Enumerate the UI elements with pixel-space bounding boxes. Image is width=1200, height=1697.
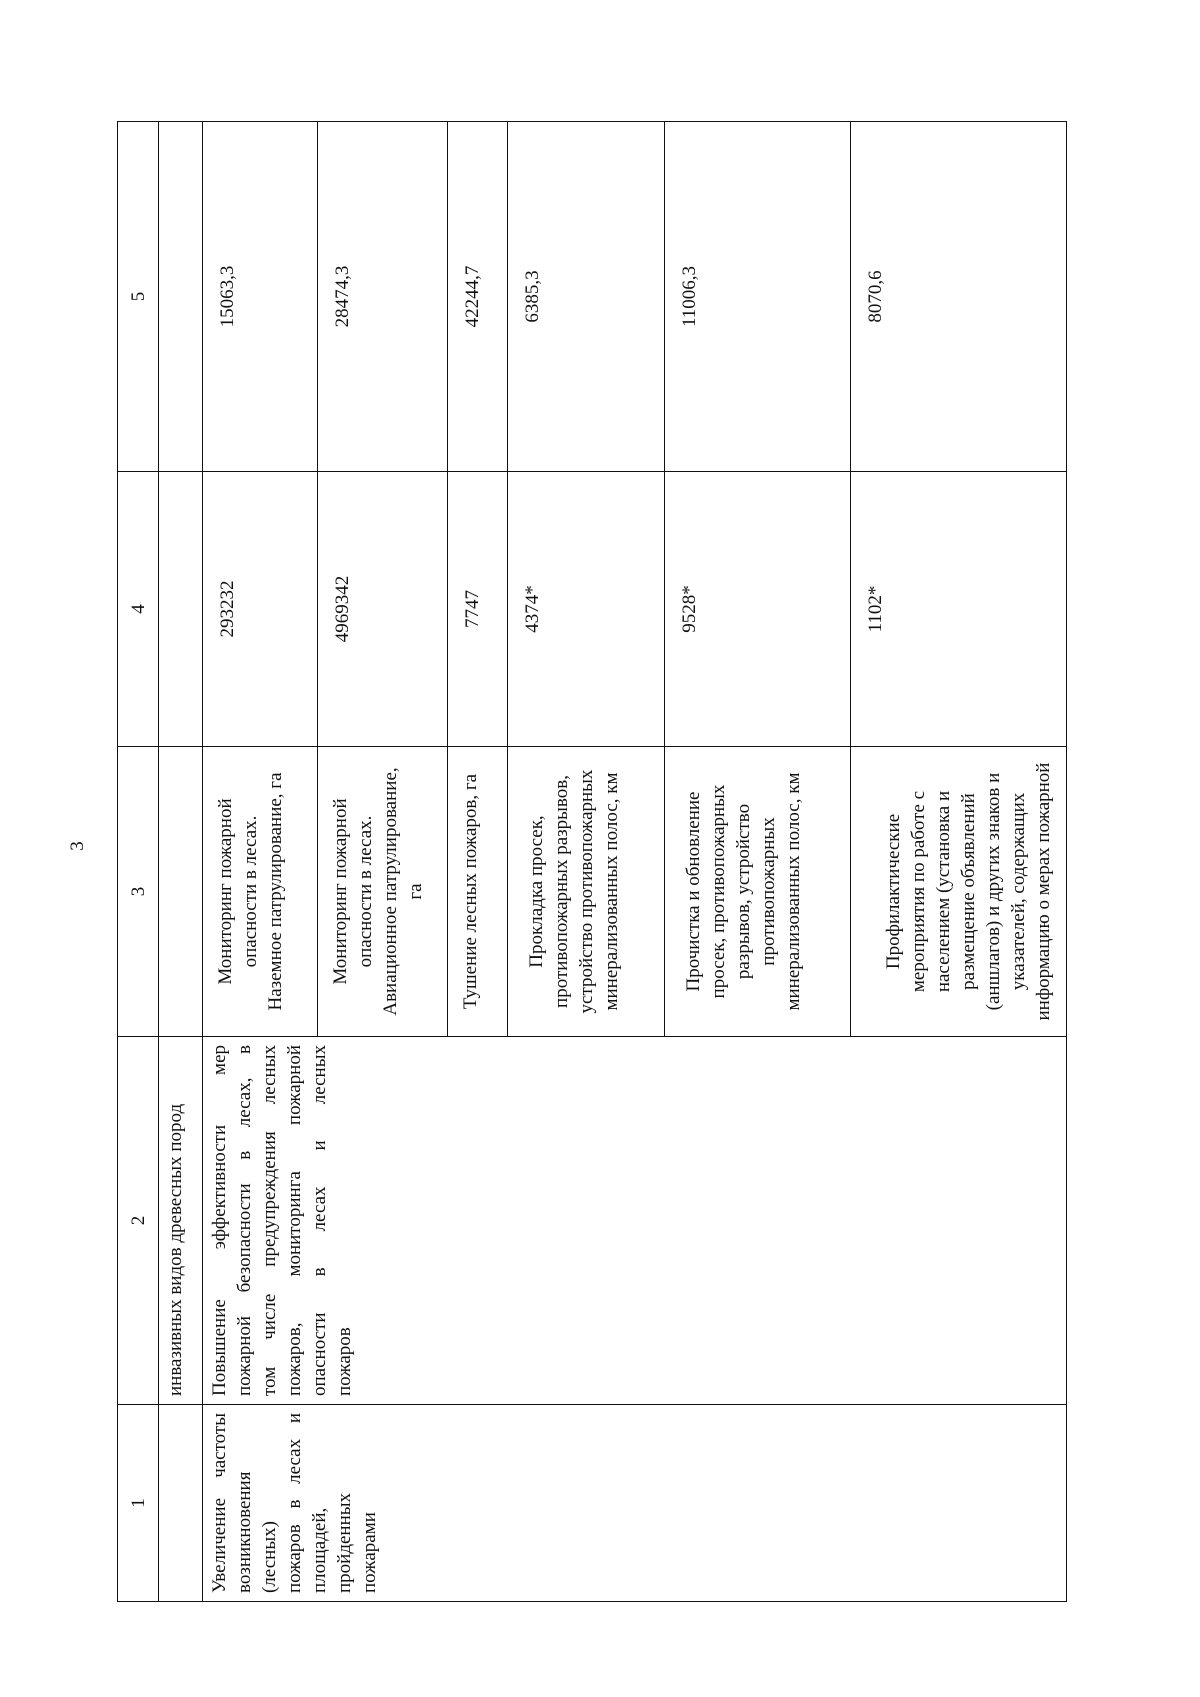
rotated-table-wrapper <box>117 122 1083 1602</box>
activity-line: опасности в лесах. <box>355 815 376 968</box>
header-col-1: 1 <box>118 1405 159 1602</box>
measure-line: пожарной безопасности в лесах, в <box>234 1045 255 1396</box>
problem-line: возникновения (лесных) <box>234 1471 280 1593</box>
activity-cell <box>508 747 665 1037</box>
data-table <box>117 121 1067 1602</box>
problem-line: пройденных пожарами <box>334 1492 380 1593</box>
activity-line: Профилактические <box>883 813 904 970</box>
section-measure-cell <box>203 1037 1067 1405</box>
activity-line: минерализованных полос, км <box>783 772 804 1011</box>
activity-line: мероприятия по работе с <box>908 790 929 993</box>
activity-line: разрывов, устройство <box>733 803 754 980</box>
header-col-4: 4 <box>118 472 159 747</box>
volume-cell: 9528* <box>665 472 851 747</box>
activity-cell <box>851 747 1067 1037</box>
volume-cell: 293232 <box>203 472 318 747</box>
problem-line: пожаров в лесах и площадей, <box>284 1413 330 1593</box>
activity-line: указателей, содержащих <box>1008 792 1029 991</box>
continuation-col-5 <box>159 122 203 472</box>
measure-line: том числе предупреждения лесных <box>259 1045 280 1396</box>
activity-line: Наземное патрулирование, га <box>265 772 286 1011</box>
measure-line: опасности в лесах и лесных <box>309 1045 330 1396</box>
volume-cell: 7747 <box>448 472 508 747</box>
cost-cell: 8070,6 <box>851 122 1067 472</box>
volume-cell: 4969342 <box>318 472 448 747</box>
activity-line: Мониторинг пожарной <box>215 798 236 985</box>
continuation-col-3 <box>159 747 203 1037</box>
activity-line: Авиационное патрулирование, <box>380 767 401 1016</box>
activity-line: размещение объявлений <box>958 793 979 990</box>
activity-cell <box>448 747 508 1037</box>
cost-cell: 28474,3 <box>318 122 448 472</box>
activity-line: информацию о мерах пожарной <box>1033 762 1054 1021</box>
activity-line: Мониторинг пожарной <box>330 798 351 985</box>
measure-line: Повышение эффективности мер <box>209 1045 230 1396</box>
activity-line: противопожарных разрывов, <box>551 775 572 1008</box>
measure-line: пожаров, мониторинга пожарной <box>284 1045 305 1396</box>
activity-line: просек, противопожарных <box>708 784 729 999</box>
page-number: 3 <box>67 841 88 851</box>
cost-cell: 6385,3 <box>508 122 665 472</box>
problem-line: Увеличение частоты <box>209 1413 230 1593</box>
header-col-5: 5 <box>118 122 159 472</box>
volume-cell: 4374* <box>508 472 665 747</box>
activity-line: га <box>405 883 426 900</box>
continuation-col-1 <box>159 1405 203 1602</box>
cost-cell: 42244,7 <box>448 122 508 472</box>
header-col-2: 2 <box>118 1037 159 1405</box>
activity-line: Тушение лесных пожаров, га <box>460 773 481 1010</box>
volume-cell: 1102* <box>851 472 1067 747</box>
activity-line: устройство противопожарных <box>576 769 597 1014</box>
activity-cell <box>318 747 448 1037</box>
continuation-col-4 <box>159 472 203 747</box>
section-problem-cell <box>203 1405 1067 1602</box>
table-row <box>203 122 318 1602</box>
measure-line: пожаров <box>334 1327 355 1396</box>
continuation-row <box>159 122 203 1602</box>
activity-line: Прокладка просек, <box>526 815 547 968</box>
cost-cell: 15063,3 <box>203 122 318 472</box>
activity-line: опасности в лесах. <box>240 815 261 968</box>
activity-line: противопожарных <box>758 817 779 966</box>
activity-line: населением (установка и <box>933 790 954 993</box>
activity-line: Прочистка и обновление <box>683 791 704 992</box>
activity-line: (аншлагов) и других знаков и <box>983 772 1004 1011</box>
activity-cell <box>203 747 318 1037</box>
header-col-3: 3 <box>118 747 159 1037</box>
activity-cell <box>665 747 851 1037</box>
header-row <box>118 122 159 1602</box>
continuation-col-2: инвазивных видов древесных пород <box>159 1037 203 1405</box>
activity-line: минерализованных полос, км <box>601 772 622 1011</box>
cost-cell: 11006,3 <box>665 122 851 472</box>
